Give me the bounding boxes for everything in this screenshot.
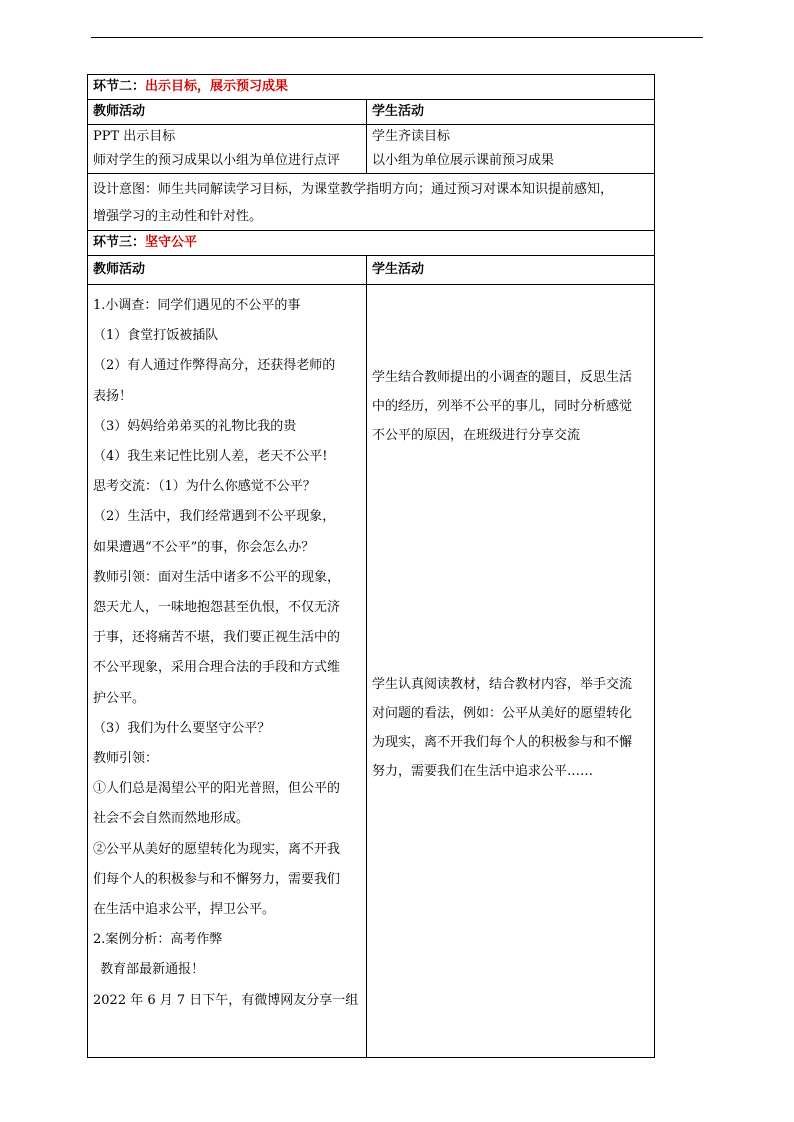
teacher-line: 们每个人的积极参与和不懈努力，需要我们 bbox=[93, 871, 341, 887]
student-line: 以小组为单位展示课前预习成果 bbox=[372, 153, 555, 168]
student-block-survey bbox=[372, 363, 649, 450]
design-line: 增强学习的主动性和针对性。 bbox=[93, 209, 263, 224]
section3-title: 坚守公平 bbox=[145, 235, 198, 250]
student-line: 学生认真阅读教材，结合教材内容，举手交流 bbox=[372, 677, 633, 692]
section3-content-row bbox=[88, 285, 655, 1058]
teacher-line: （3）妈妈给弟弟买的礼物比我的贵 bbox=[93, 418, 297, 434]
teacher-line: （1）食堂打饭被插队 bbox=[93, 328, 219, 344]
student-line: 学生齐读目标 bbox=[372, 129, 451, 144]
teacher-line: 师对学生的预习成果以小组为单位进行点评 bbox=[93, 153, 341, 168]
section2-teacher-header bbox=[88, 100, 367, 125]
teacher-line: ①人们总是渴望公平的阳光普照，但公平的 bbox=[93, 781, 341, 797]
student-line: 不公平的原因，在班级进行分享交流 bbox=[372, 428, 581, 443]
section2-content-row bbox=[88, 125, 655, 174]
teacher-line: 教师引领：面对生活中诸多不公平的现象， bbox=[93, 569, 341, 585]
student-line: 中的经历，列举不公平的事儿，同时分析感觉 bbox=[372, 399, 633, 414]
section2-teacher-cell bbox=[88, 125, 367, 174]
section2-student-cell bbox=[367, 125, 655, 174]
teacher-header-text: 教师活动 bbox=[93, 262, 146, 277]
section2-label: 环节二： bbox=[93, 79, 146, 94]
teacher-line: （2）生活中，我们经常遇到不公平现象， bbox=[93, 509, 336, 525]
section3-teacher-header bbox=[88, 256, 367, 285]
student-line: 努力，需要我们在生活中追求公平…… bbox=[372, 764, 594, 779]
teacher-line: PPT 出示目标 bbox=[93, 129, 176, 144]
section3-student-header bbox=[367, 256, 655, 285]
design-line: 设计意图：师生共同解读学习目标，为课堂教学指明方向；通过预习对课本知识提前感知， bbox=[93, 182, 614, 197]
teacher-line: （4）我生来记性比别人差，老天不公平! bbox=[93, 449, 328, 465]
teacher-line: （3）我们为什么要坚守公平？ bbox=[93, 720, 271, 736]
student-line: 对问题的看法，例如：公平从美好的愿望转化 bbox=[372, 706, 633, 721]
teacher-line: 思考交流：（1）为什么你感觉不公平？ bbox=[93, 479, 316, 495]
teacher-line: 2022 年 6 月 7 日下午，有微博网友分享一组 bbox=[93, 992, 359, 1008]
section3-header-row bbox=[88, 231, 655, 256]
section2-student-header bbox=[367, 100, 655, 125]
teacher-line: 教师引领： bbox=[93, 751, 159, 767]
teacher-line: 社会不会自然而然地形成。 bbox=[93, 811, 250, 827]
student-header-text: 学生活动 bbox=[372, 262, 425, 277]
section3-title-cell bbox=[88, 231, 655, 256]
section2-design-cell bbox=[88, 174, 655, 231]
section3-student-cell bbox=[367, 285, 655, 1058]
teacher-line: ②公平从美好的愿望转化为现实，离不开我 bbox=[93, 841, 341, 857]
section3-columns-row bbox=[88, 256, 655, 285]
teacher-line: 表扬！ bbox=[93, 388, 133, 404]
teacher-header-text: 教师活动 bbox=[93, 104, 146, 119]
section3-teacher-cell bbox=[88, 285, 367, 1058]
section2-title: 出示目标，展示预习成果 bbox=[145, 79, 289, 94]
teacher-line: 不公平现象，采用合理合法的手段和方式维 bbox=[93, 660, 341, 676]
section2-columns-row bbox=[88, 100, 655, 125]
teacher-line: 在生活中追求公平，捍卫公平。 bbox=[93, 902, 276, 918]
section2-header-row bbox=[88, 75, 655, 100]
teacher-line: 2.案例分析：高考作弊 bbox=[93, 932, 223, 948]
teacher-line: 教育部最新通报！ bbox=[96, 962, 205, 978]
teacher-line: 于事，还将痛苦不堪，我们要正视生活中的 bbox=[93, 630, 341, 646]
lesson-table bbox=[87, 74, 655, 1058]
teacher-line: 怨天尤人，一味地抱怨甚至仇恨，不仅无济 bbox=[93, 600, 341, 616]
student-line: 学生结合教师提出的小调查的题目，反思生活 bbox=[372, 370, 633, 385]
section3-label: 环节三： bbox=[93, 235, 146, 250]
teacher-line: 1.小调查：同学们遇见的不公平的事 bbox=[93, 298, 301, 313]
teacher-line: 护公平。 bbox=[93, 690, 146, 706]
teacher-line: 如果遭遇“不公平”的事，你会怎么办？ bbox=[93, 539, 315, 555]
section2-title-cell bbox=[88, 75, 655, 100]
student-line: 为现实，离不开我们每个人的积极参与和不懈 bbox=[372, 735, 633, 750]
student-header-text: 学生活动 bbox=[372, 104, 425, 119]
teacher-line: （2）有人通过作弊得高分，还获得老师的 bbox=[93, 358, 336, 374]
student-block-reading bbox=[372, 670, 649, 786]
section2-design-row bbox=[88, 174, 655, 231]
header-rule bbox=[91, 37, 703, 38]
